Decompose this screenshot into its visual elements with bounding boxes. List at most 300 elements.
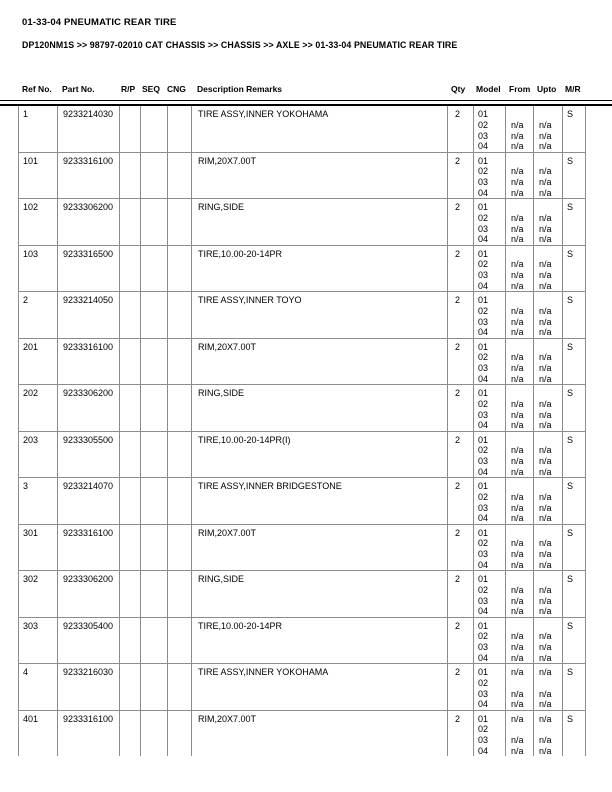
- from-line: n/a: [511, 223, 524, 234]
- cell-qty: 2: [448, 106, 474, 152]
- table-row: [18, 292, 586, 339]
- cell-rp: [120, 711, 141, 757]
- cell-qty: 2: [448, 292, 474, 338]
- upto-line: [539, 724, 562, 735]
- upto-line: n/a: [539, 305, 552, 316]
- cell-seq: [141, 432, 168, 478]
- from-line: n/a: [511, 234, 524, 245]
- cell-cng: [168, 664, 192, 710]
- upto-line: n/a: [539, 420, 552, 431]
- column-header-rp: R/P: [121, 84, 136, 94]
- cell-from: [506, 711, 534, 757]
- model-line: 04: [478, 513, 489, 524]
- cell-description: RIM,20X7.00T: [192, 153, 448, 199]
- model-line: 01: [478, 341, 489, 352]
- upto-line: n/a: [539, 316, 552, 327]
- cell-seq: [141, 246, 168, 292]
- cell-qty: 2: [448, 571, 474, 617]
- cell-seq: [141, 664, 168, 710]
- upto-line: n/a: [539, 745, 552, 756]
- cell-cng: [168, 711, 192, 757]
- cell-cng: [168, 432, 192, 478]
- upto-line: [539, 249, 562, 260]
- model-line: 04: [478, 559, 489, 570]
- cell-from: [506, 106, 534, 152]
- upto-line: n/a: [539, 130, 552, 141]
- model-line: 04: [478, 187, 489, 198]
- from-line: [511, 156, 533, 167]
- cell-part-no: 9233306200: [58, 199, 120, 245]
- cell-upto: [534, 664, 563, 710]
- cell-part-no: 9233316100: [58, 525, 120, 571]
- cell-ref-no: 201: [19, 339, 58, 385]
- cell-seq: [141, 571, 168, 617]
- cell-seq: [141, 618, 168, 664]
- cell-cng: [168, 385, 192, 431]
- cell-seq: [141, 199, 168, 245]
- from-line: n/a: [511, 398, 524, 409]
- cell-from: [506, 618, 534, 664]
- from-line: n/a: [511, 631, 524, 642]
- model-line: 02: [478, 398, 489, 409]
- model-line: 03: [478, 502, 489, 513]
- from-line: n/a: [511, 642, 524, 653]
- table-header-row: [18, 84, 585, 94]
- parts-table-body: [18, 106, 586, 756]
- cell-description: RIM,20X7.00T: [192, 525, 448, 571]
- cell-qty: 2: [448, 618, 474, 664]
- from-line: n/a: [511, 141, 524, 152]
- from-line: [511, 202, 533, 213]
- from-line: n/a: [511, 259, 524, 270]
- from-line: n/a: [511, 363, 524, 374]
- model-line: 02: [478, 491, 489, 502]
- cell-from: [506, 339, 534, 385]
- cell-cng: [168, 153, 192, 199]
- table-row: [18, 618, 586, 665]
- model-line: 02: [478, 631, 489, 642]
- from-line: n/a: [511, 456, 524, 467]
- cell-cng: [168, 618, 192, 664]
- cell-description: RIM,20X7.00T: [192, 339, 448, 385]
- from-line: n/a: [511, 305, 524, 316]
- from-line: [511, 481, 533, 492]
- cell-qty: 2: [448, 339, 474, 385]
- cell-part-no: 9233214050: [58, 292, 120, 338]
- cell-ref-no: 301: [19, 525, 58, 571]
- cell-description: RING,SIDE: [192, 385, 448, 431]
- column-header-ref-no: Ref No.: [22, 84, 52, 94]
- breadcrumb: DP120NM1S >> 98797-02010 CAT CHASSIS >> CHASSIS >> AXLE >> 01-33-04 PNEUMATIC REAR TIRE: [22, 40, 458, 50]
- cell-part-no: 9233214030: [58, 106, 120, 152]
- upto-line: n/a: [539, 513, 552, 524]
- model-line: 01: [478, 202, 489, 212]
- upto-line: n/a: [539, 373, 552, 384]
- cell-qty: 2: [448, 664, 474, 710]
- from-line: [511, 678, 533, 689]
- model-line: 04: [478, 327, 489, 338]
- upto-line: n/a: [539, 713, 552, 724]
- table-row: [18, 339, 586, 386]
- cell-qty: 2: [448, 525, 474, 571]
- table-row: [18, 478, 586, 525]
- cell-seq: [141, 385, 168, 431]
- cell-upto: [534, 106, 563, 152]
- model-line: 03: [478, 549, 489, 560]
- from-line: n/a: [511, 280, 524, 291]
- cell-part-no: 9233306200: [58, 571, 120, 617]
- cell-ref-no: 303: [19, 618, 58, 664]
- cell-description: RIM,20X7.00T: [192, 711, 448, 757]
- model-line: 02: [478, 259, 489, 270]
- upto-line: [539, 109, 562, 120]
- from-line: [511, 388, 533, 399]
- cell-model: [474, 199, 506, 245]
- cell-rp: [120, 246, 141, 292]
- from-line: n/a: [511, 652, 524, 663]
- cell-model: [474, 432, 506, 478]
- cell-upto: [534, 478, 563, 524]
- cell-upto: [534, 199, 563, 245]
- table-row: [18, 664, 586, 711]
- from-line: [511, 109, 533, 120]
- model-line: 04: [478, 420, 489, 431]
- cell-cng: [168, 478, 192, 524]
- from-line: n/a: [511, 466, 524, 477]
- cell-upto: [534, 292, 563, 338]
- upto-line: [539, 295, 562, 306]
- cell-cng: [168, 525, 192, 571]
- model-line: 02: [478, 677, 489, 688]
- cell-seq: [141, 711, 168, 757]
- model-line: 04: [478, 745, 489, 756]
- model-line: 03: [478, 130, 489, 141]
- cell-ref-no: 101: [19, 153, 58, 199]
- model-line: 02: [478, 119, 489, 130]
- cell-description: RING,SIDE: [192, 571, 448, 617]
- model-line: 04: [478, 234, 489, 245]
- upto-line: n/a: [539, 166, 552, 177]
- cell-part-no: 9233316500: [58, 246, 120, 292]
- table-row: [18, 199, 586, 246]
- cell-cng: [168, 199, 192, 245]
- from-line: n/a: [511, 606, 524, 617]
- cell-cng: [168, 292, 192, 338]
- upto-line: [539, 481, 562, 492]
- from-line: n/a: [511, 688, 524, 699]
- model-line: 02: [478, 538, 489, 549]
- cell-mr: S: [563, 525, 586, 571]
- model-line: 04: [478, 606, 489, 617]
- cell-model: [474, 292, 506, 338]
- upto-line: n/a: [539, 212, 552, 223]
- column-header-seq: SEQ: [142, 84, 160, 94]
- upto-line: n/a: [539, 119, 552, 130]
- model-line: 04: [478, 141, 489, 152]
- from-line: n/a: [511, 538, 524, 549]
- model-line: 02: [478, 724, 489, 735]
- model-line: 04: [478, 466, 489, 477]
- column-header-cng: CNG: [167, 84, 186, 94]
- model-line: 01: [478, 481, 489, 491]
- upto-line: [539, 621, 562, 632]
- cell-description: TIRE,10.00-20-14PR(I): [192, 432, 448, 478]
- cell-seq: [141, 478, 168, 524]
- from-line: n/a: [511, 409, 524, 420]
- column-header-qty: Qty: [451, 84, 466, 94]
- cell-ref-no: 3: [19, 478, 58, 524]
- from-line: n/a: [511, 491, 524, 502]
- cell-mr: S: [563, 106, 586, 152]
- from-line: n/a: [511, 559, 524, 570]
- cell-rp: [120, 478, 141, 524]
- cell-mr: S: [563, 571, 586, 617]
- upto-line: n/a: [539, 234, 552, 245]
- model-line: 01: [478, 667, 489, 677]
- cell-upto: [534, 711, 563, 757]
- from-line: [511, 295, 533, 306]
- model-line: 02: [478, 305, 489, 316]
- cell-description: TIRE,10.00-20-14PR: [192, 618, 448, 664]
- cell-part-no: 9233305500: [58, 432, 120, 478]
- model-line: 01: [478, 620, 489, 631]
- from-line: n/a: [511, 316, 524, 327]
- cell-rp: [120, 432, 141, 478]
- model-line: 01: [478, 248, 489, 259]
- upto-line: n/a: [539, 223, 552, 234]
- cell-upto: [534, 246, 563, 292]
- cell-rp: [120, 664, 141, 710]
- cell-upto: [534, 571, 563, 617]
- cell-cng: [168, 106, 192, 152]
- cell-rp: [120, 618, 141, 664]
- from-line: n/a: [511, 119, 524, 130]
- cell-qty: 2: [448, 711, 474, 757]
- cell-qty: 2: [448, 385, 474, 431]
- cell-ref-no: 202: [19, 385, 58, 431]
- cell-mr: S: [563, 432, 586, 478]
- model-line: 01: [478, 295, 489, 305]
- upto-line: n/a: [539, 327, 552, 338]
- cell-part-no: 9233214070: [58, 478, 120, 524]
- model-line: 03: [478, 270, 489, 281]
- cell-upto: [534, 618, 563, 664]
- model-line: 01: [478, 388, 489, 398]
- upto-line: n/a: [539, 699, 552, 710]
- from-line: n/a: [511, 327, 524, 338]
- model-line: 03: [478, 316, 489, 327]
- cell-seq: [141, 525, 168, 571]
- cell-from: [506, 292, 534, 338]
- cell-from: [506, 571, 534, 617]
- from-line: n/a: [511, 595, 524, 606]
- upto-line: n/a: [539, 141, 552, 152]
- model-line: 03: [478, 688, 489, 699]
- cell-upto: [534, 525, 563, 571]
- cell-cng: [168, 246, 192, 292]
- cell-model: [474, 385, 506, 431]
- upto-line: n/a: [539, 187, 552, 198]
- cell-part-no: 9233316100: [58, 711, 120, 757]
- from-line: n/a: [511, 352, 524, 363]
- model-line: 03: [478, 223, 489, 234]
- upto-line: [539, 528, 562, 539]
- upto-line: n/a: [539, 631, 552, 642]
- cell-mr: S: [563, 246, 586, 292]
- upto-line: n/a: [539, 667, 552, 677]
- model-line: 04: [478, 699, 489, 710]
- cell-qty: 2: [448, 432, 474, 478]
- cell-model: [474, 246, 506, 292]
- from-line: [511, 435, 533, 446]
- from-line: n/a: [511, 445, 524, 456]
- cell-part-no: 9233316100: [58, 153, 120, 199]
- cell-mr: S: [563, 153, 586, 199]
- from-line: n/a: [511, 667, 524, 677]
- column-header-model: Model: [476, 84, 501, 94]
- from-line: n/a: [511, 735, 524, 746]
- cell-model: [474, 571, 506, 617]
- cell-model: [474, 339, 506, 385]
- model-line: 03: [478, 177, 489, 188]
- model-line: 01: [478, 574, 489, 584]
- cell-model: [474, 478, 506, 524]
- from-line: n/a: [511, 513, 524, 524]
- model-line: 04: [478, 373, 489, 384]
- cell-mr: S: [563, 199, 586, 245]
- model-line: 01: [478, 527, 489, 538]
- cell-from: [506, 153, 534, 199]
- model-line: 03: [478, 363, 489, 374]
- from-line: n/a: [511, 549, 524, 560]
- from-line: n/a: [511, 212, 524, 223]
- table-row: [18, 106, 586, 153]
- cell-cng: [168, 571, 192, 617]
- upto-line: n/a: [539, 584, 552, 595]
- column-header-description: Description Remarks: [197, 84, 283, 94]
- from-line: [511, 528, 533, 539]
- cell-ref-no: 203: [19, 432, 58, 478]
- from-line: n/a: [511, 713, 524, 724]
- from-line: n/a: [511, 166, 524, 177]
- cell-seq: [141, 339, 168, 385]
- model-line: 03: [478, 642, 489, 653]
- cell-model: [474, 711, 506, 757]
- model-line: 04: [478, 280, 489, 291]
- cell-model: [474, 618, 506, 664]
- cell-from: [506, 199, 534, 245]
- cell-from: [506, 385, 534, 431]
- cell-mr: S: [563, 664, 586, 710]
- upto-line: n/a: [539, 538, 552, 549]
- page-title: 01-33-04 PNEUMATIC REAR TIRE: [22, 17, 177, 28]
- model-line: 02: [478, 352, 489, 363]
- upto-line: n/a: [539, 363, 552, 374]
- from-line: n/a: [511, 373, 524, 384]
- cell-upto: [534, 153, 563, 199]
- table-row: [18, 432, 586, 479]
- upto-line: n/a: [539, 502, 552, 513]
- from-line: n/a: [511, 420, 524, 431]
- cell-mr: S: [563, 711, 586, 757]
- cell-model: [474, 153, 506, 199]
- table-row: [18, 525, 586, 572]
- model-line: 03: [478, 595, 489, 606]
- upto-line: [539, 202, 562, 213]
- from-line: n/a: [511, 502, 524, 513]
- model-line: 02: [478, 212, 489, 223]
- table-row: [18, 246, 586, 293]
- model-line: 03: [478, 735, 489, 746]
- cell-qty: 2: [448, 246, 474, 292]
- upto-line: n/a: [539, 652, 552, 663]
- cell-description: TIRE ASSY,INNER TOYO: [192, 292, 448, 338]
- cell-qty: 2: [448, 153, 474, 199]
- from-line: [511, 249, 533, 260]
- upto-line: n/a: [539, 177, 552, 188]
- upto-line: [539, 574, 562, 585]
- cell-qty: 2: [448, 199, 474, 245]
- from-line: n/a: [511, 177, 524, 188]
- upto-line: n/a: [539, 398, 552, 409]
- model-line: 01: [478, 434, 489, 445]
- cell-from: [506, 478, 534, 524]
- from-line: [511, 574, 533, 585]
- model-line: 01: [478, 713, 489, 724]
- upto-line: n/a: [539, 409, 552, 420]
- model-line: 01: [478, 155, 489, 166]
- cell-upto: [534, 432, 563, 478]
- from-line: n/a: [511, 187, 524, 198]
- cell-model: [474, 525, 506, 571]
- upto-line: [539, 678, 562, 689]
- cell-mr: S: [563, 292, 586, 338]
- model-line: 02: [478, 584, 489, 595]
- column-header-part-no: Part No.: [62, 84, 95, 94]
- model-line: 03: [478, 456, 489, 467]
- upto-line: n/a: [539, 606, 552, 617]
- upto-line: n/a: [539, 445, 552, 456]
- upto-line: n/a: [539, 549, 552, 560]
- cell-ref-no: 4: [19, 664, 58, 710]
- cell-mr: S: [563, 385, 586, 431]
- upto-line: n/a: [539, 352, 552, 363]
- cell-model: [474, 106, 506, 152]
- upto-line: n/a: [539, 559, 552, 570]
- upto-line: n/a: [539, 466, 552, 477]
- cell-cng: [168, 339, 192, 385]
- upto-line: [539, 156, 562, 167]
- cell-from: [506, 664, 534, 710]
- cell-rp: [120, 106, 141, 152]
- table-row: [18, 385, 586, 432]
- model-line: 04: [478, 652, 489, 663]
- cell-seq: [141, 153, 168, 199]
- table-row: [18, 711, 586, 757]
- cell-ref-no: 1: [19, 106, 58, 152]
- cell-mr: S: [563, 618, 586, 664]
- cell-ref-no: 103: [19, 246, 58, 292]
- table-row: [18, 153, 586, 200]
- upto-line: n/a: [539, 688, 552, 699]
- upto-line: n/a: [539, 595, 552, 606]
- cell-qty: 2: [448, 478, 474, 524]
- cell-ref-no: 102: [19, 199, 58, 245]
- cell-description: RING,SIDE: [192, 199, 448, 245]
- cell-description: TIRE ASSY,INNER BRIDGESTONE: [192, 478, 448, 524]
- model-line: 01: [478, 109, 489, 119]
- from-line: [511, 621, 533, 632]
